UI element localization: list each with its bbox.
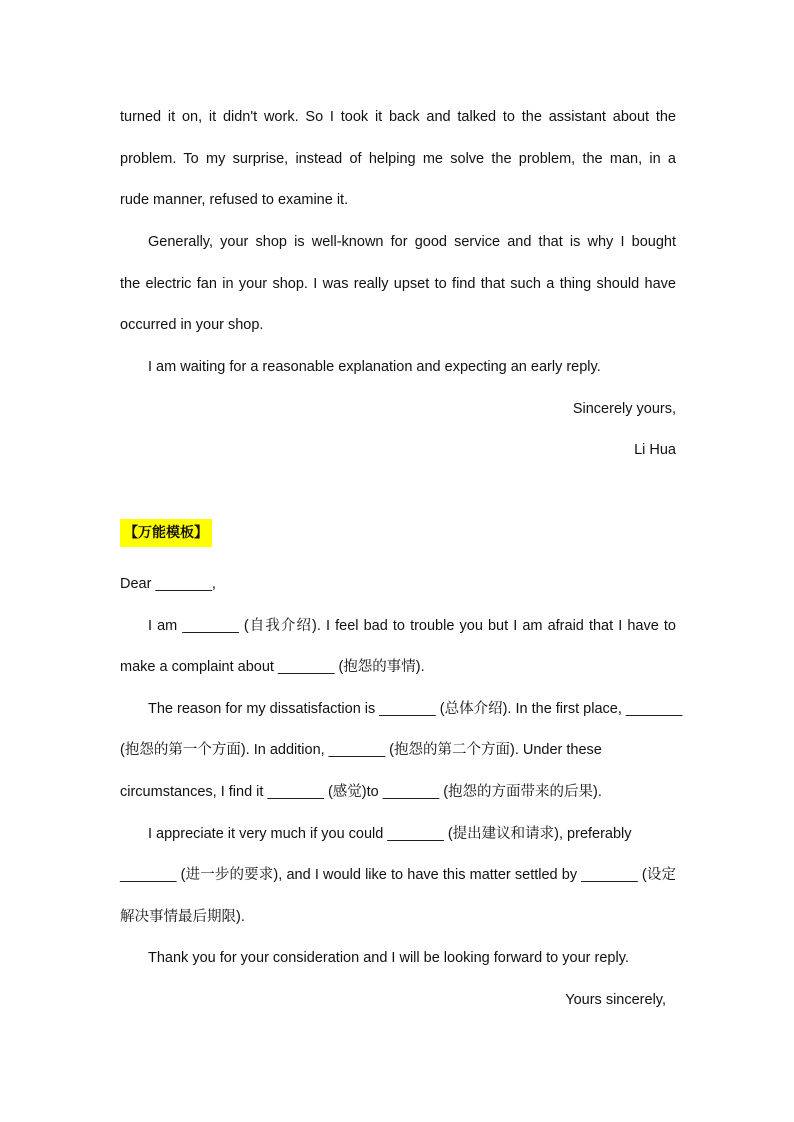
letter-body-line: problem. To my surprise, instead of helping me solve the problem, the man, in a (120, 151, 676, 167)
template-line: I appreciate it very much if you could _______ (提出建议和请求), preferably (148, 826, 632, 842)
letter-body-line: rude manner, refused to examine it. (120, 192, 349, 208)
letter-body-line: I am waiting for a reasonable explanation and expecting an early reply. (148, 359, 601, 375)
template-line: Thank you for your consideration and I will be looking forward to your reply. (148, 950, 629, 966)
template-salutation: Dear _______, (120, 576, 216, 592)
template-heading: 【万能模板】 (120, 519, 212, 547)
letter-body-line: occurred in your shop. (120, 317, 264, 333)
letter-body-line: turned it on, it didn't work. So I took it back and talked to the assistant about the (120, 109, 676, 125)
template-line: The reason for my dissatisfaction is _______ (总体介绍). In the first place, _______ (148, 701, 683, 717)
template-line: I am _______ (自我介绍). I feel bad to trouble you but I am afraid that I have to (148, 618, 676, 634)
template-line: 解决事情最后期限). (120, 909, 245, 925)
template-line: circumstances, I find it _______ (感觉)to _______ (抱怨的方面带来的后果). (120, 784, 602, 800)
template-line: (抱怨的第一个方面). In addition, _______ (抱怨的第二个方面). Under these (120, 742, 602, 758)
letter-closing: Sincerely yours, (572, 401, 676, 417)
template-closing: Yours sincerely, (565, 992, 666, 1008)
template-line: _______ (进一步的要求), and I would like to have this matter settled by _______ (设定 (120, 867, 676, 883)
letter-body-line: Generally, your shop is well-known for good service and that is why I bought (148, 234, 676, 250)
letter-signature: Li Hua (634, 442, 676, 458)
template-line: make a complaint about _______ (抱怨的事情). (120, 659, 425, 675)
letter-body-line: the electric fan in your shop. I was really upset to find that such a thing should have (120, 276, 676, 292)
